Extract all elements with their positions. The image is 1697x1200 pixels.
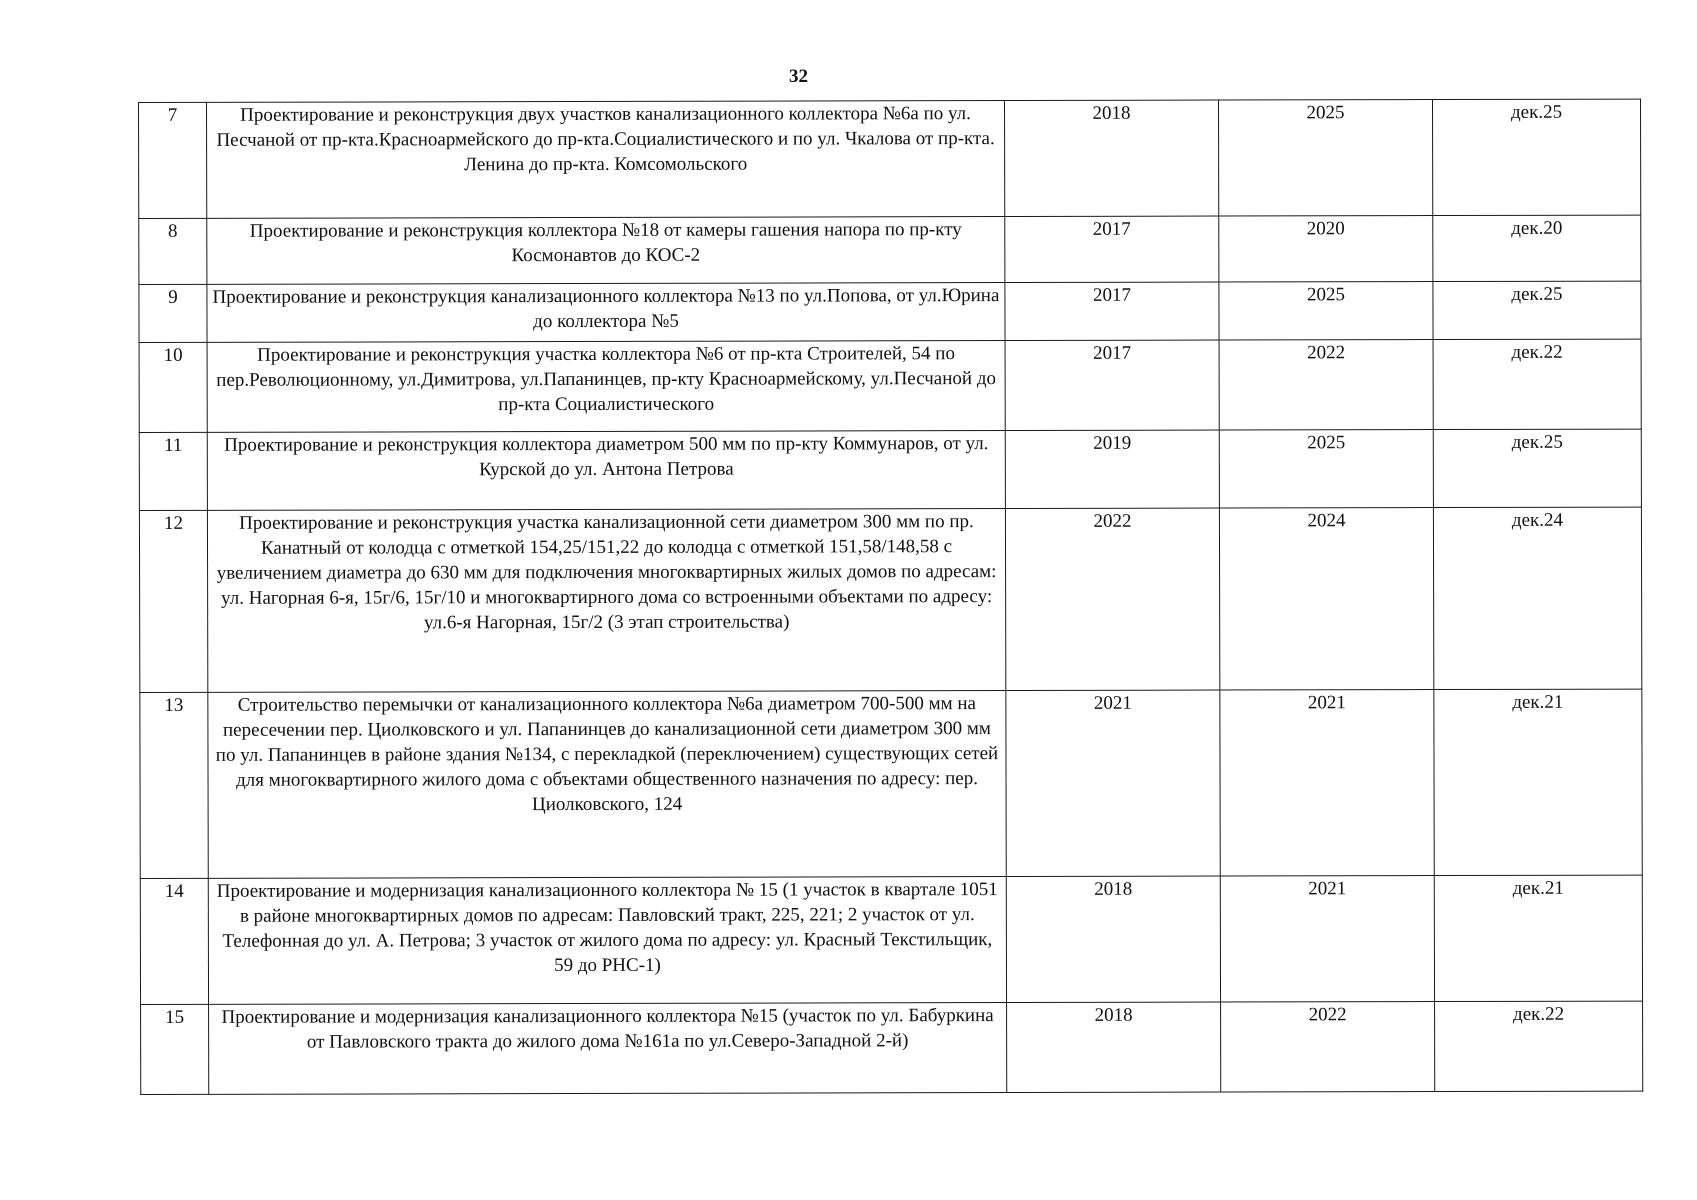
- row-number: 10: [139, 342, 207, 432]
- row-description: Проектирование и реконструкция коллектора №18 от камеры гашения напора по пр-кту Космонавтов до КОС-2: [207, 217, 1005, 285]
- row-number: 11: [139, 432, 207, 510]
- table-row: [139, 99, 1641, 218]
- row-number: 8: [139, 218, 207, 284]
- row-number: 9: [139, 284, 207, 342]
- row-description: Проектирование и модернизация канализационного коллектора №15 (участок по ул. Бабуркина от Павловского тракта до жилого дома №161а по ул.Северо-Западной 2-й): [209, 1003, 1007, 1095]
- row-end-year: 2021: [1220, 690, 1434, 876]
- table-row: [141, 1001, 1643, 1094]
- table-row: [140, 689, 1642, 878]
- table-row: [139, 215, 1641, 284]
- row-description: Проектирование и реконструкция канализационного коллектора №13 по ул.Попова, от ул.Юрина до коллектора №5: [207, 283, 1005, 343]
- row-deadline: дек.22: [1433, 339, 1641, 429]
- row-end-year: 2021: [1220, 876, 1434, 1002]
- row-description: Проектирование и реконструкция участка канализационной сети диаметром 300 мм по пр. Канатный от колодца с отметкой 154,25/151,22 до колодца с отметкой 151,58/148,58 с увеличением диаметра до 630 мм для подключения многоквартирных жилых домов по адресам: ул. Нагорная 6-я, 15г/6, 15г/10 и многоквартирного дома со встроенными объектами по адресу: ул.6-я Нагорная, 15г/2 (3 этап строительства): [207, 509, 1005, 693]
- row-deadline: дек.21: [1434, 689, 1642, 875]
- row-start-year: 2017: [1005, 216, 1219, 282]
- row-description: Проектирование и реконструкция двух участков канализационного коллектора №6а по ул. Песчаной от пр-кта.Красноармейского до пр-кта.Социалистического и по ул. Чкалова от пр-кта. Ленина до пр-кта. Комсомольского: [207, 101, 1005, 219]
- row-description: Проектирование и модернизация канализационного коллектора № 15 (1 участок в квартале 1051 в районе многоквартирных домов по адресам: Павловский тракт, 225, 221; 2 участок от ул. Телефонная до ул. А. Петрова; 3 участок от жилого дома по адресу: ул. Красный Текстильщик, 59 до РНС-1): [208, 877, 1006, 1005]
- row-description: Проектирование и реконструкция участка коллектора №6 от пр-кта Строителей, 54 по пер.Революционному, ул.Димитрова, ул.Папанинцев, пр-кту Красноармейскому, ул.Песчаной до пр-кта Социалистического: [207, 341, 1005, 433]
- row-start-year: 2018: [1004, 100, 1218, 216]
- row-number: 15: [141, 1004, 209, 1094]
- row-deadline: дек.24: [1433, 507, 1641, 689]
- table-row: [139, 339, 1641, 432]
- row-deadline: дек.22: [1435, 1001, 1643, 1091]
- row-end-year: 2025: [1219, 282, 1433, 340]
- row-end-year: 2025: [1219, 430, 1433, 508]
- row-start-year: 2021: [1006, 690, 1220, 876]
- row-end-year: 2024: [1219, 508, 1433, 690]
- row-end-year: 2020: [1219, 216, 1433, 282]
- table-row: [140, 875, 1642, 1004]
- row-number: 12: [139, 510, 207, 692]
- row-end-year: 2025: [1218, 100, 1432, 216]
- page-number: 32: [789, 66, 808, 87]
- row-deadline: дек.25: [1433, 281, 1641, 339]
- row-number: 7: [139, 102, 207, 218]
- projects-table: [138, 99, 1643, 1095]
- row-number: 13: [140, 692, 208, 878]
- row-start-year: 2019: [1005, 430, 1219, 508]
- row-start-year: 2017: [1005, 340, 1219, 430]
- table-row: [139, 507, 1641, 692]
- row-deadline: дек.21: [1434, 875, 1642, 1001]
- row-number: 14: [140, 878, 208, 1004]
- row-description: Строительство перемычки от канализационного коллектора №6а диаметром 700-500 мм на пересечении пер. Циолковского и ул. Папанинцев до канализационной сети диаметром 300 мм по ул. Папанинцев в районе здания №134, с перекладкой (переключением) существующих сетей для многоквартирного жилого дома с объектами общественного назначения по адресу: пер. Циолковского, 124: [208, 691, 1006, 879]
- row-deadline: дек.20: [1433, 215, 1641, 281]
- row-start-year: 2017: [1005, 282, 1219, 340]
- row-description: Проектирование и реконструкция коллектора диаметром 500 мм по пр-кту Коммунаров, от ул. Курской до ул. Антона Петрова: [207, 431, 1005, 511]
- row-end-year: 2022: [1219, 340, 1433, 430]
- row-start-year: 2022: [1005, 508, 1219, 690]
- row-deadline: дек.25: [1433, 429, 1641, 507]
- row-end-year: 2022: [1221, 1002, 1435, 1092]
- row-deadline: дек.25: [1432, 99, 1640, 215]
- row-start-year: 2018: [1006, 876, 1220, 1002]
- table-row: [139, 281, 1641, 342]
- table-row: [139, 429, 1641, 510]
- row-start-year: 2018: [1007, 1002, 1221, 1092]
